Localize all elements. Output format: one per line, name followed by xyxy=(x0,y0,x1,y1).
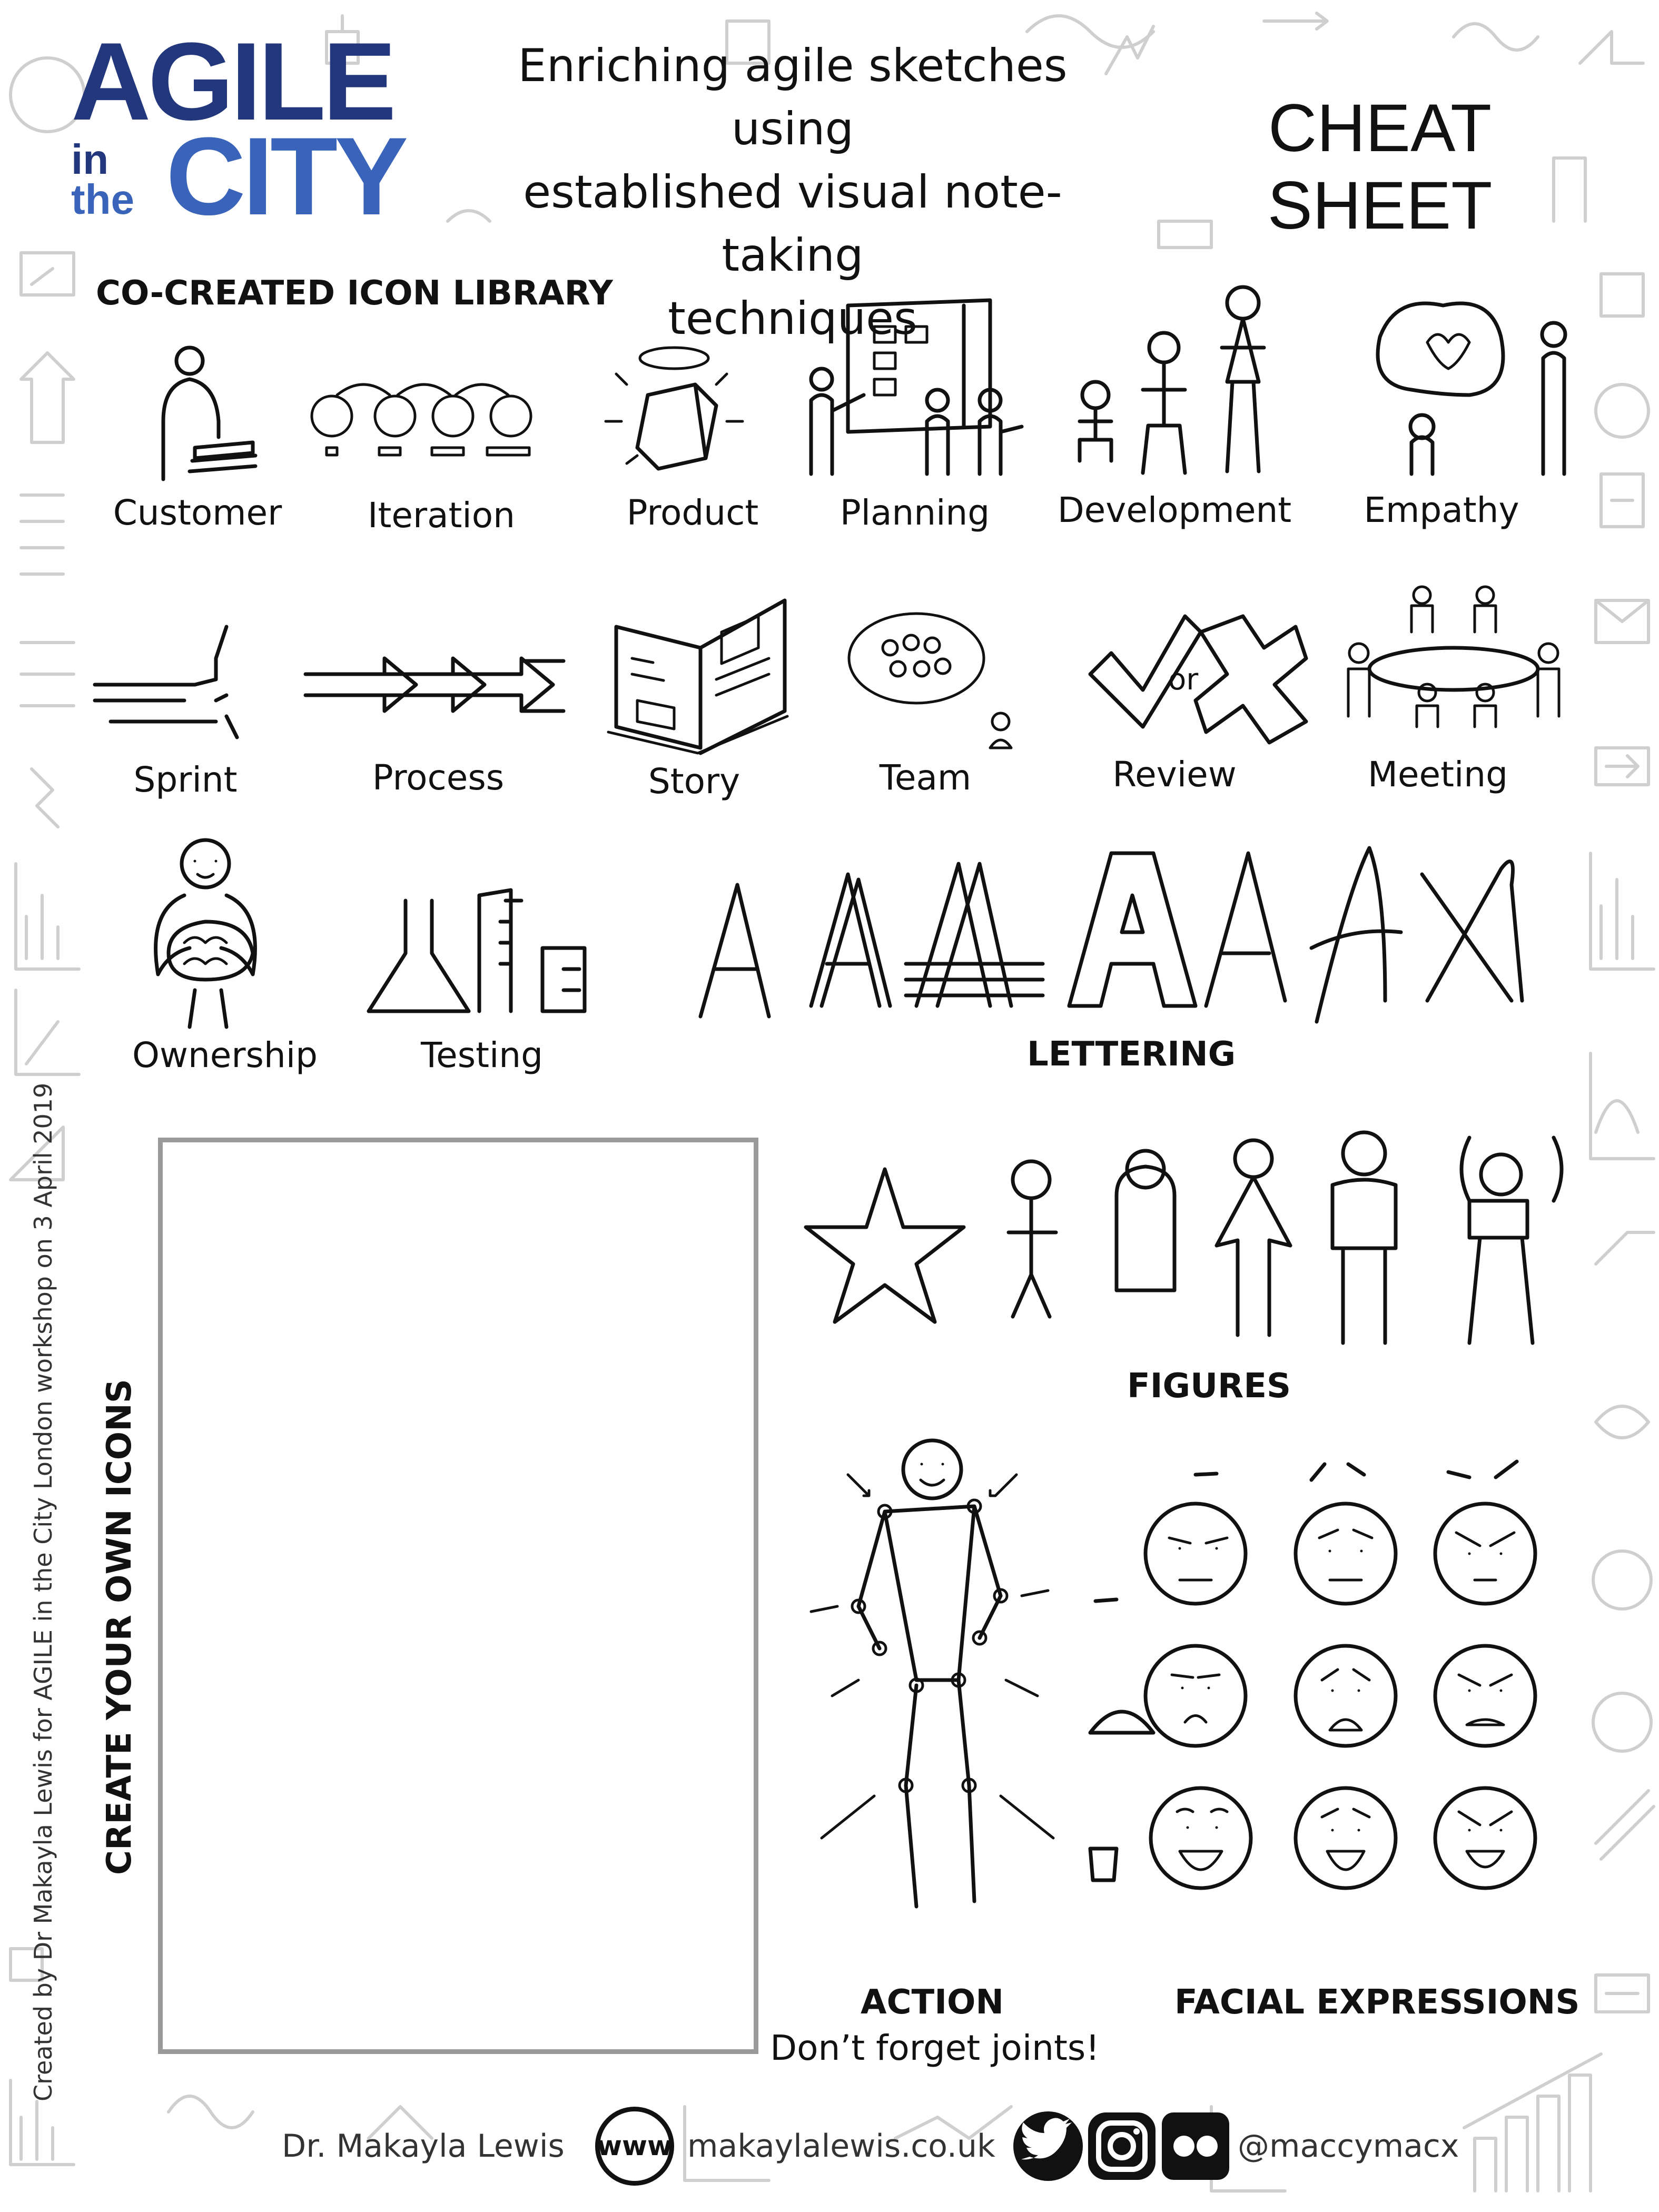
footer-author: Dr. Makayla Lewis xyxy=(282,2128,565,2165)
icon-library-heading: CO-CREATED ICON LIBRARY xyxy=(96,274,613,313)
product-icon xyxy=(595,342,753,479)
sprint-icon xyxy=(90,621,269,727)
icon-label: Team xyxy=(879,757,972,798)
team-icon xyxy=(848,611,1022,753)
logo-in-text: in xyxy=(71,136,109,183)
flickr-icon[interactable] xyxy=(1159,2109,1232,2183)
facial-expressions-grid xyxy=(1074,1443,1548,1917)
icon-label: Story xyxy=(648,761,740,802)
icon-label: Product xyxy=(626,492,759,533)
ownership-icon xyxy=(147,837,284,1032)
logo-city-text: CITY xyxy=(166,114,406,238)
icon-label: Testing xyxy=(420,1035,544,1075)
meeting-icon xyxy=(1348,585,1569,732)
icon-label: Planning xyxy=(840,492,990,533)
logo-the-text: the xyxy=(71,176,134,223)
subtitle-line: Enriching agile sketches using xyxy=(518,39,1068,155)
lettering-samples xyxy=(690,843,1527,1032)
www-badge-text: www xyxy=(596,2130,673,2162)
logo-agile-text: AGILE xyxy=(71,19,393,143)
iteration-icon xyxy=(311,369,558,463)
empathy-icon xyxy=(1364,295,1575,485)
lettering-heading: LETTERING xyxy=(1027,1035,1236,1074)
review-or-text: or xyxy=(1168,663,1199,697)
subtitle-line: established visual note-taking xyxy=(523,166,1062,282)
planning-icon xyxy=(806,295,1043,485)
instagram-icon[interactable] xyxy=(1085,2109,1159,2183)
icon-label: Sprint xyxy=(133,759,238,800)
icon-label: Development xyxy=(1057,490,1292,530)
icon-label: Review xyxy=(1112,754,1237,795)
process-icon xyxy=(300,637,574,732)
testing-icon xyxy=(363,869,595,1016)
action-figure xyxy=(806,1433,1069,1922)
action-tip: Don’t forget joints! xyxy=(770,2028,1100,2068)
twitter-icon[interactable] xyxy=(1011,2109,1085,2183)
icon-label: Iteration xyxy=(368,495,515,536)
icon-label: Customer xyxy=(113,492,282,533)
icon-label: Meeting xyxy=(1367,754,1508,795)
create-own-icons-heading: CREATE YOUR OWN ICONS xyxy=(100,1379,139,1875)
create-own-icons-drawing-area[interactable] xyxy=(158,1138,758,2054)
footer-website-link[interactable]: makaylalewis.co.uk xyxy=(687,2128,995,2165)
credit-text: Created by Dr Makayla Lewis for AGILE in the City London workshop on 3 April 2019 xyxy=(29,1082,57,2101)
subtitle-line: techniques xyxy=(668,292,917,345)
figures-samples xyxy=(816,1117,1554,1348)
figures-heading: FIGURES xyxy=(1127,1367,1291,1406)
icon-label: Process xyxy=(372,757,505,798)
development-icon xyxy=(1069,284,1290,474)
page-title: CHEAT SHEET xyxy=(1267,91,1493,243)
icon-label: Ownership xyxy=(132,1035,318,1075)
customer-icon xyxy=(153,337,269,485)
facial-expressions-heading: FACIAL EXPRESSIONS xyxy=(1174,1983,1580,2022)
icon-label: Empathy xyxy=(1364,490,1519,530)
action-heading: ACTION xyxy=(861,1983,1004,2022)
story-icon xyxy=(606,595,806,753)
globe-www-icon xyxy=(595,2107,674,2186)
footer-handle[interactable]: @maccymacx xyxy=(1238,2128,1459,2165)
